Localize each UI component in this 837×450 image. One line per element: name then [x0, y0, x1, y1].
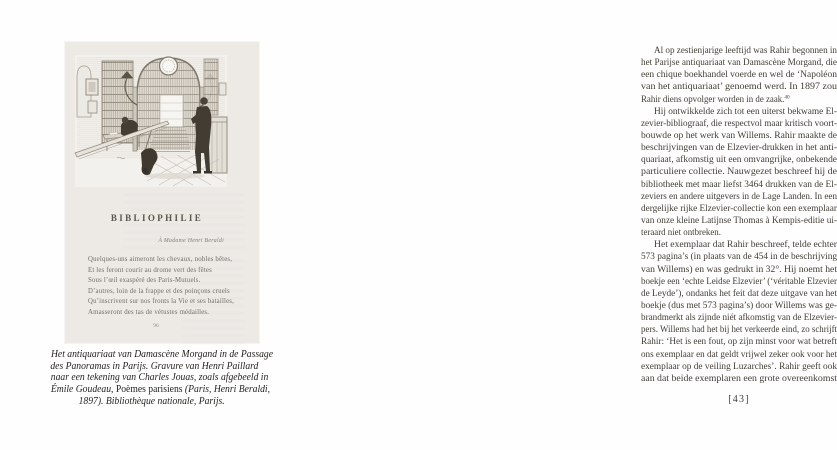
caption-segment: Het antiquariaat van Damascène Morgand in de Passage — [50, 349, 273, 360]
text-line: pers. Willems had het bij het verkeerde eind, zo schrijft — [641, 325, 837, 336]
text-line: Rahir: ‘Het is een fout, op zijn minst voor wat betreft — [641, 337, 837, 348]
text-line: exemplaar op de veiling Luzarches’. Rahir geeft ook — [641, 361, 837, 372]
text-line: boekje een ‘echte Leidse Elzevier’ (‘véritable Elzevier — [641, 276, 837, 287]
caption-segment: (Paris, Henri Beraldi, — [184, 384, 271, 396]
poem-text — [88, 254, 255, 317]
text-line: Hij ontwikkelde zich tot een uiterst bekwame El- — [654, 106, 837, 117]
text-line — [50, 361, 258, 373]
text-line: van het antiquariaat’ genoemd werd. In 1897 zou — [641, 82, 837, 93]
poem-dedication: À Madame Henri Beraldi — [158, 238, 224, 244]
left-page — [0, 0, 300, 450]
text-line: de Leyde’), ondanks het feit dat deze uitgave van het — [641, 288, 837, 299]
text-line: Et les feront courir au drome vert des fêtes — [88, 264, 212, 274]
text-line: het Parijse antiquariaat van Damascène Morgand, die — [641, 58, 837, 69]
text-line: van Willems) en was gedrukt in 32°. Hij noemt het — [641, 264, 837, 275]
page-number: [43] — [728, 394, 750, 405]
bookshop-engraving-illustration — [75, 55, 227, 187]
text-line: ons exemplaar en dat geldt vrijwel zeker ook voor het — [641, 349, 837, 360]
text-line: Qu’inscrivent sur nos fronts la Vie et ses batailles, — [88, 296, 234, 305]
text-line: boekje (dus met 573 pagina’s) door Willems was ge- — [641, 300, 837, 311]
text-line: Al op zestienjarige leeftijd was Rahir begonnen in — [654, 46, 837, 56]
caption-segment: des Panoramas in Parijs. Gravure van Henri Paillard — [50, 360, 259, 372]
text-line: beschrijvingen van de Elzevier-drukken in het anti- — [641, 143, 837, 154]
text-line: Amasseront des tas de vétustes médailles. — [88, 306, 210, 316]
text-line: Sous l’œil exaspéré des Paris-Mutuels. — [88, 275, 201, 284]
illustration-caption — [41, 349, 273, 407]
text-line: D’autres, loin de la frappe et des poinçons cruels — [88, 285, 230, 295]
caption-segment: 1897). Bibliothèque nationale, Parijs. — [78, 395, 226, 407]
right-page — [300, 0, 837, 450]
text-line — [79, 396, 225, 408]
text-line: teraard niet ontbreken. — [641, 228, 721, 239]
text-line: bibliotheek met maar liefst 3464 drukken van de El- — [641, 179, 837, 190]
poem-title: BIBLIOPHILIE — [110, 213, 204, 223]
text-line — [51, 384, 270, 396]
body-text — [641, 45, 837, 385]
text-line: van onze kleine Latijnse Thomas à Kempis-editie ui- — [641, 215, 837, 226]
text-line: een chique boekhandel voerde en wel de ‘Napoléon — [641, 70, 837, 81]
text-line: aan dat beide exemplaren een grote overeenkomst — [641, 373, 837, 384]
text-line: 573 pagina’s (in plaats van de 454 in de beschrijving — [641, 252, 837, 263]
caption-segment: Poèmes parisiens — [115, 384, 185, 396]
text-line: quariaat, afkomstig uit een omvangrijke, onbekende — [641, 155, 837, 166]
text-line: bouwde op het werk van Willems. Rahir maakte de — [641, 130, 837, 141]
text-line — [51, 372, 269, 384]
text-line: particuliere collectie. Nauwgezet beschreef hij de — [641, 167, 837, 178]
scan-page-number: 96 — [153, 323, 159, 329]
caption-segment: naar een tekening van Charles Jouas, zoals afgebeeld in — [50, 372, 269, 384]
scanned-book-page — [65, 42, 259, 343]
text-line: Rahir diens opvolger worden in de zaak.$^{40}$ — [641, 94, 790, 105]
text-line: Quelques-uns aimeront les chevaux, nobles bêtes, — [88, 254, 233, 263]
text-line: brandmerkt als zijnde niét afkomstig van de Elzevier- — [641, 313, 837, 324]
text-line: zevier-bibliograaf, die respectvol maar kritisch voort- — [641, 118, 837, 129]
text-line — [51, 349, 273, 361]
caption-segment: Émile Goudeau, — [50, 384, 116, 396]
text-line: Het exemplaar dat Rahir beschreef, telde echter — [654, 240, 837, 251]
text-line: zeviers en andere uitgevers in de Lage Landen. In een — [641, 191, 837, 202]
text-line: dergelijke rijke Elzevier-collectie kon een exemplaar — [641, 203, 837, 214]
